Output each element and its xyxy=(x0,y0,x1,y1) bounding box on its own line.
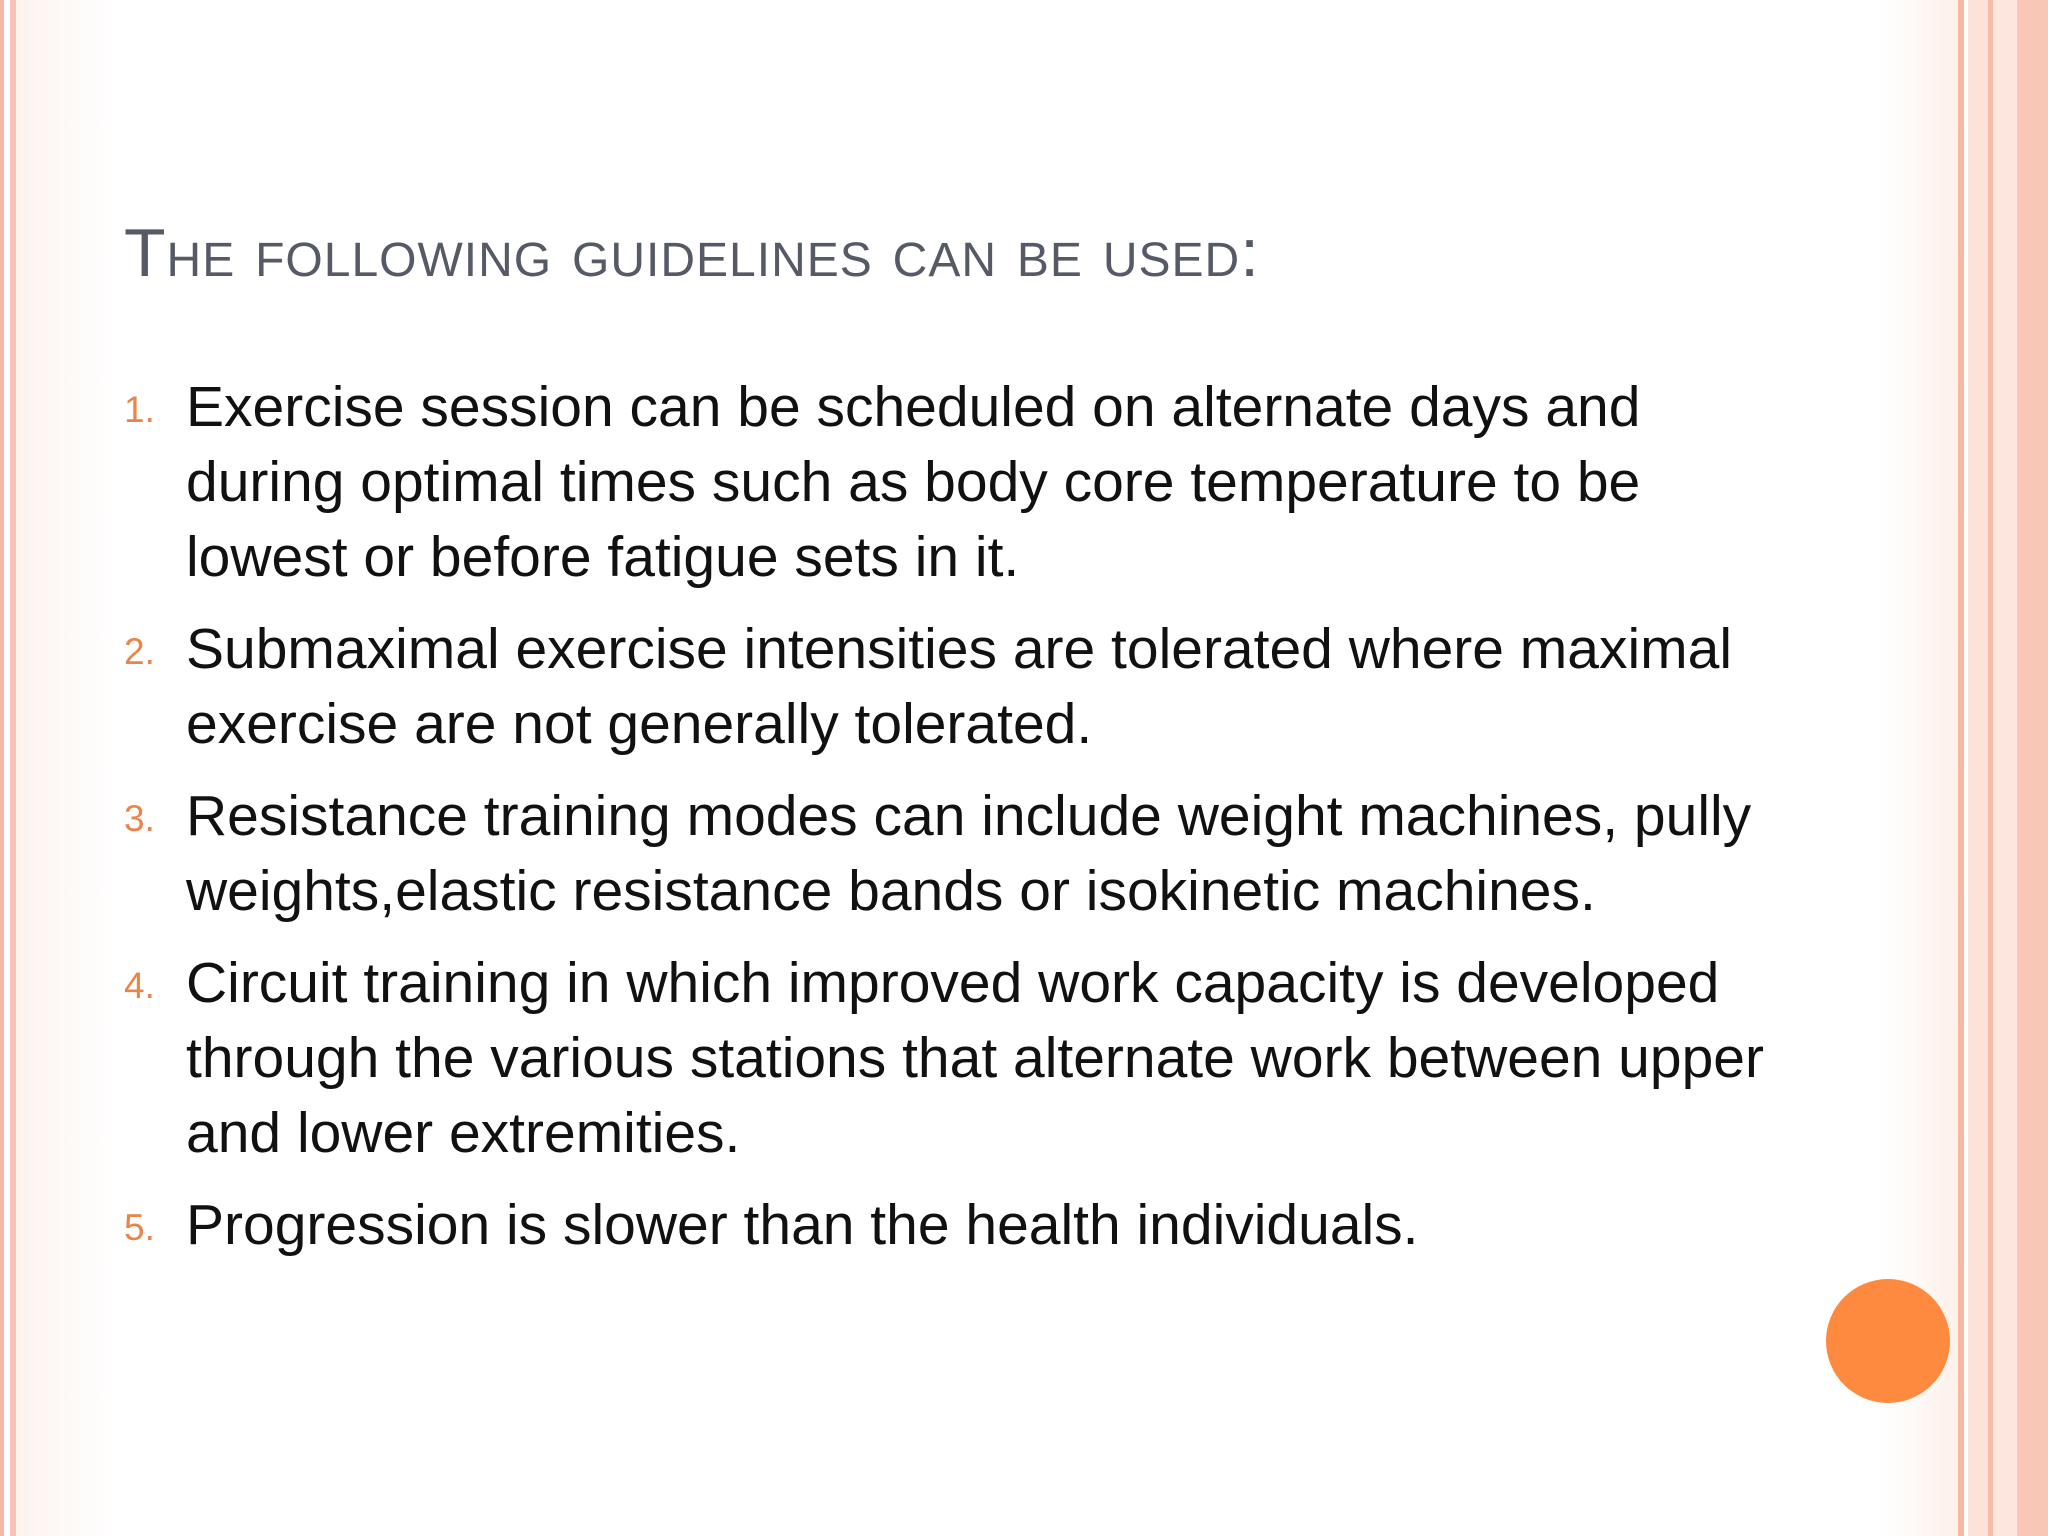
list-item-number: 4. xyxy=(124,965,155,1006)
decorative-dot xyxy=(1826,1279,1950,1403)
slide-title: The following guidelines can be used: xyxy=(124,215,1261,291)
list-item xyxy=(124,946,1784,1171)
list-item xyxy=(124,612,1784,762)
right-border-band xyxy=(1993,0,2017,1536)
right-border-band xyxy=(1968,0,1988,1536)
list-item xyxy=(124,370,1784,595)
list-item-text: Resistance training modes can include weight machines, pully weights,elastic resistance bands or isokinetic machines. xyxy=(186,784,1752,923)
left-border-shade xyxy=(16,0,116,1536)
list-item xyxy=(124,779,1784,929)
list-item-text: Submaximal exercise intensities are tolerated where maximal exercise are not generally tolerated. xyxy=(186,617,1732,756)
right-border-line xyxy=(2017,0,2048,1536)
guidelines-list xyxy=(124,370,1784,1280)
list-item xyxy=(124,1188,1784,1263)
left-border-line xyxy=(0,0,4,1536)
list-item-number: 5. xyxy=(124,1207,155,1248)
list-item-text: Circuit training in which improved work capacity is developed through the various stations that alternate work between upper and lower extremities. xyxy=(186,951,1764,1165)
list-item-text: Exercise session can be scheduled on alternate days and during optimal times such as body core temperature to be lowest or before fatigue sets in it. xyxy=(186,375,1641,589)
right-border-line xyxy=(1958,0,1964,1536)
list-item-number: 2. xyxy=(124,631,155,672)
list-item-text: Progression is slower than the health individuals. xyxy=(186,1193,1419,1257)
list-item-number: 1. xyxy=(124,389,155,430)
list-item-number: 3. xyxy=(124,798,155,839)
